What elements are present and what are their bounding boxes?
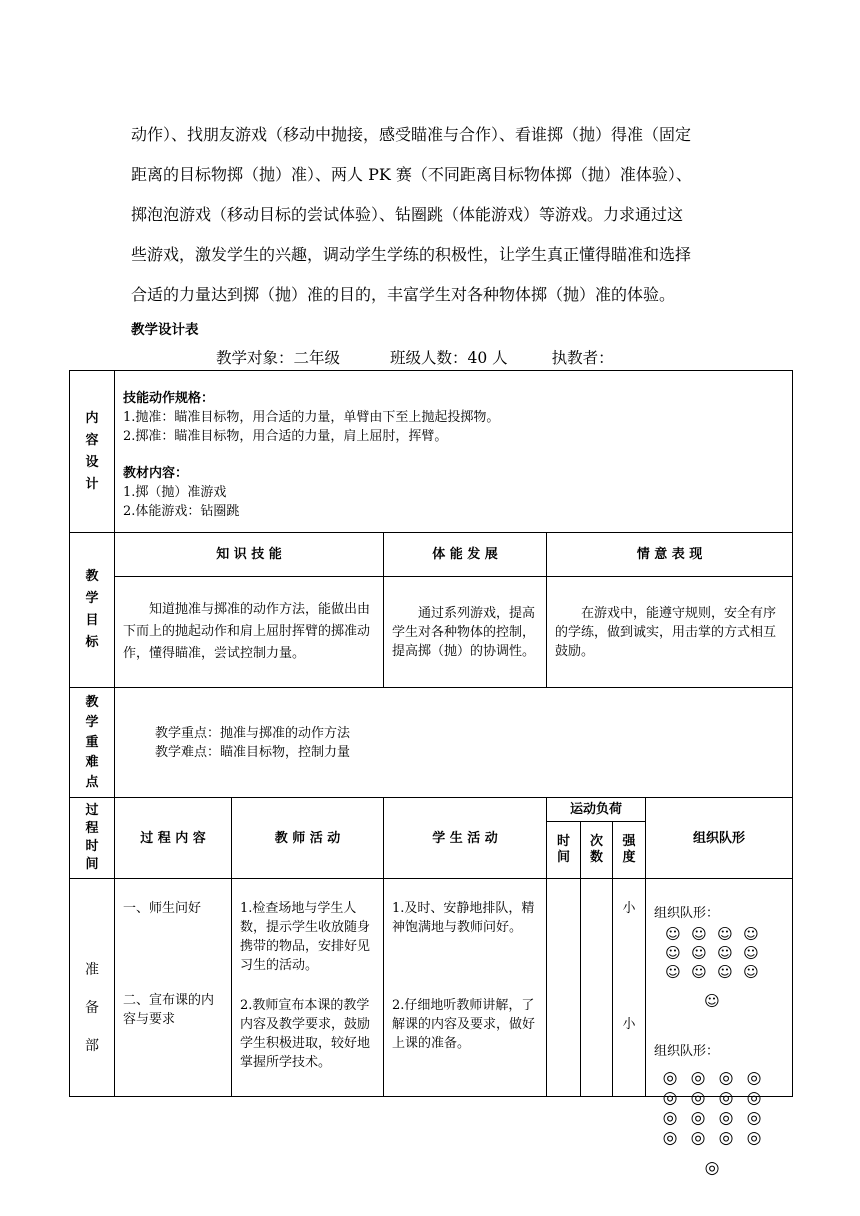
prep-student-1: 1.及时、安静地排队，精神饱满地与教师问好。 bbox=[392, 901, 535, 935]
prep-content-2: 二、宣布课的内容与要求 bbox=[123, 993, 215, 1027]
key-points-label bbox=[70, 688, 115, 798]
skill-item: 2.掷准：瞄准目标物，用合适的力量，肩上屈肘，挥臂。 bbox=[123, 429, 448, 444]
content-design-label-text: 内容设计 bbox=[85, 410, 99, 492]
formation-grid-1 bbox=[660, 924, 764, 1010]
smiley-icon: ☺ bbox=[665, 963, 681, 981]
load-count-header bbox=[581, 822, 613, 879]
class-size: 班级人数：40 人 bbox=[390, 349, 508, 367]
goals-label-text: 教学目标 bbox=[85, 569, 99, 650]
smiley-icon: ☺ bbox=[665, 944, 681, 962]
process-content-header: 过 程 内 容 bbox=[115, 798, 232, 879]
prep-intensity-2: 小 bbox=[622, 1017, 636, 1032]
goals-knowledge: 知道抛准与掷准的动作方法，能做出由下而上的抛起动作和肩上屈肘挥臂的掷准动作，懂得瞄准，尝试控制力量。 bbox=[115, 577, 384, 688]
prep-load-time bbox=[547, 879, 581, 1097]
bullseye-icon: ◎ bbox=[718, 1108, 734, 1128]
goals-header-fitness: 体 能 发 展 bbox=[384, 533, 547, 577]
bullseye-icon: ◎ bbox=[718, 1088, 734, 1108]
bullseye-icon: ◎ bbox=[746, 1068, 762, 1088]
bullseye-icon: ◎ bbox=[746, 1088, 762, 1108]
smiley-icon: ☺ bbox=[717, 963, 733, 981]
teacher-smiley-icon: ☺ bbox=[704, 992, 720, 1010]
smiley-icon: ☺ bbox=[743, 963, 759, 981]
table-heading: 教学设计表 bbox=[131, 322, 199, 338]
key-points-row bbox=[70, 688, 793, 798]
bullseye-icon: ◎ bbox=[662, 1108, 678, 1128]
intro-paragraph bbox=[131, 115, 751, 315]
prep-teacher-2: 2.教师宣布本课的教学内容及教学要求，鼓励学生积极进取，较好地掌握所学技术。 bbox=[240, 998, 371, 1070]
smiley-icon: ☺ bbox=[665, 925, 681, 943]
smiley-icon: ☺ bbox=[691, 944, 707, 962]
bullseye-icon: ◎ bbox=[690, 1108, 706, 1128]
goals-header-row bbox=[70, 533, 793, 577]
student-activity-header: 学 生 活 动 bbox=[384, 798, 547, 879]
formation-label-2: 组织队形： bbox=[654, 1044, 720, 1059]
goals-emotion: 在游戏中，能遵守规则，安全有序的学练，做到诚实，用击掌的方式相互鼓励。 bbox=[547, 577, 793, 688]
bullseye-icon: ◎ bbox=[690, 1128, 706, 1148]
process-time-label-text: 过程时间 bbox=[85, 803, 99, 872]
content-design-cell bbox=[115, 371, 793, 533]
prep-teacher-1: 1.检查场地与学生人数，提示学生收放随身携带的物品，安排好见习生的活动。 bbox=[240, 901, 371, 973]
teaching-target: 教学对象：二年级 bbox=[216, 349, 341, 367]
prep-label-text: 准备部 bbox=[85, 961, 99, 1054]
load-intensity-text: 强度 bbox=[622, 834, 636, 865]
prep-student-2: 2.仔细地听教师讲解，了解课的内容及要求，做好上课的准备。 bbox=[392, 998, 536, 1051]
bullseye-icon: ◎ bbox=[746, 1128, 762, 1148]
prep-teacher-cell bbox=[232, 879, 384, 1097]
teacher-bullseye-icon: ◎ bbox=[704, 1158, 720, 1178]
load-time-text: 时间 bbox=[556, 834, 570, 865]
paragraph-line: 动作）、找朋友游戏（移动中抛接，感受瞄准与合作）、看谁掷（抛）得准（固定 bbox=[131, 125, 692, 144]
content-design-label bbox=[70, 371, 115, 533]
process-header-row bbox=[70, 798, 793, 822]
load-intensity-header bbox=[613, 822, 646, 879]
difficult-point: 教学难点：瞄准目标物，控制力量 bbox=[155, 744, 351, 760]
prep-label bbox=[70, 879, 115, 1097]
material-item: 2.体能游戏：钻圈跳 bbox=[123, 504, 240, 519]
prep-student-cell bbox=[384, 879, 547, 1097]
content-design-row bbox=[70, 371, 793, 533]
skill-title: 技能动作规格： bbox=[123, 391, 215, 406]
bullseye-icon: ◎ bbox=[690, 1068, 706, 1088]
key-points-cell bbox=[115, 688, 793, 798]
material-title: 教材内容： bbox=[123, 466, 189, 481]
material-item: 1.掷（抛）准游戏 bbox=[123, 485, 227, 500]
key-points-label-text: 教学重难点 bbox=[85, 694, 99, 790]
goals-fitness: 通过系列游戏，提高学生对各种物体的控制，提高掷（抛）的协调性。 bbox=[384, 577, 547, 688]
load-time-header bbox=[547, 822, 581, 879]
formation-label-1: 组织队形： bbox=[654, 906, 720, 921]
goals-content-row bbox=[70, 577, 793, 688]
key-point: 教学重点：抛准与掷准的动作方法 bbox=[155, 725, 351, 741]
formation-header: 组织队形 bbox=[646, 798, 793, 879]
smiley-icon: ☺ bbox=[743, 925, 759, 943]
class-info-line bbox=[216, 346, 614, 368]
goals-label bbox=[70, 533, 115, 688]
prep-content-1: 一、师生问好 bbox=[123, 901, 202, 916]
bullseye-icon: ◎ bbox=[718, 1068, 734, 1088]
bullseye-icon: ◎ bbox=[662, 1128, 678, 1148]
paragraph-line: 掷泡泡游戏（移动目标的尝试体验）、钻圈跳（体能游戏）等游戏。力求通过这 bbox=[131, 205, 684, 224]
paragraph-line: 距离的目标物掷（抛）准）、两人 PK 赛（不同距离目标物体掷（抛）准体验）、 bbox=[131, 165, 692, 184]
skill-item: 1.抛准：瞄准目标物，用合适的力量，单臂由下至上抛起投掷物。 bbox=[123, 410, 500, 425]
goals-header-emotion: 情 意 表 现 bbox=[547, 533, 793, 577]
paragraph-line: 合适的力量达到掷（抛）准的目的，丰富学生对各种物体掷（抛）准的体验。 bbox=[131, 285, 676, 304]
smiley-icon: ☺ bbox=[691, 963, 707, 981]
smiley-icon: ☺ bbox=[717, 925, 733, 943]
smiley-icon: ☺ bbox=[743, 944, 759, 962]
exercise-load-header: 运动负荷 bbox=[547, 798, 646, 822]
bullseye-icon: ◎ bbox=[690, 1088, 706, 1108]
prep-content-cell bbox=[115, 879, 232, 1097]
teacher-activity-header: 教 师 活 动 bbox=[232, 798, 384, 879]
bullseye-icon: ◎ bbox=[662, 1088, 678, 1108]
bullseye-icon: ◎ bbox=[746, 1108, 762, 1128]
goals-header-knowledge: 知 识 技 能 bbox=[115, 533, 384, 577]
process-time-label bbox=[70, 798, 115, 879]
load-count-text: 次数 bbox=[589, 834, 603, 865]
prep-load-count bbox=[581, 879, 613, 1097]
smiley-icon: ☺ bbox=[717, 944, 733, 962]
prep-intensity-1: 小 bbox=[622, 901, 636, 916]
paragraph-line: 些游戏，激发学生的兴趣，调动学生学练的积极性，让学生真正懂得瞄准和选择 bbox=[131, 245, 692, 264]
bullseye-icon: ◎ bbox=[662, 1068, 678, 1088]
prep-load-intensity bbox=[613, 879, 646, 1097]
bullseye-icon: ◎ bbox=[718, 1128, 734, 1148]
formation-grid-2 bbox=[656, 1068, 768, 1178]
smiley-icon: ☺ bbox=[691, 925, 707, 943]
teacher-name-label: 执教者： bbox=[551, 349, 614, 367]
